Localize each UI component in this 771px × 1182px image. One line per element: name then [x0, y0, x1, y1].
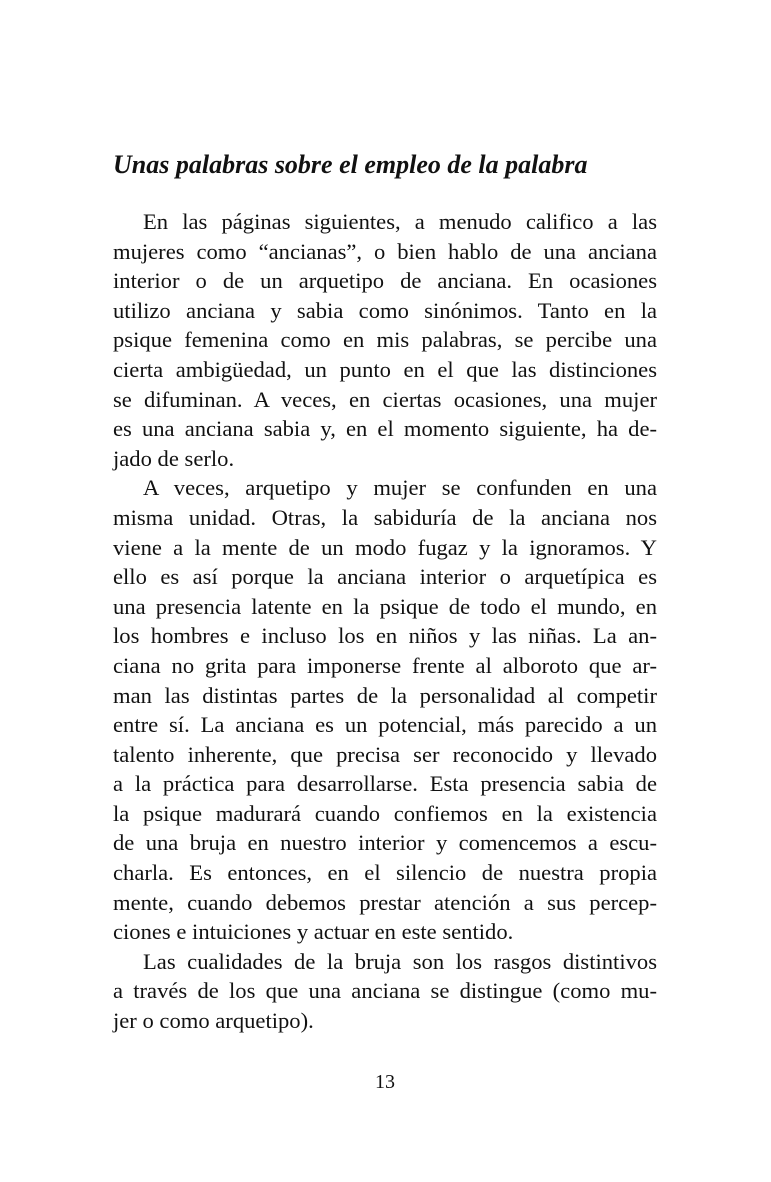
body-text — [113, 207, 657, 1036]
text-line: interior o de un arquetipo de anciana. En ocasiones — [113, 268, 657, 294]
text-line: ciones e intuiciones y actuar en este sentido. — [113, 919, 514, 945]
text-line: ciana no grita para imponerse frente al alboroto que ar- — [113, 652, 657, 678]
text-line: Las cualidades de la bruja son los rasgos distintivos — [143, 948, 657, 974]
text-line: los hombres e incluso los en niños y las niñas. La an- — [113, 623, 657, 649]
text-line: viene a la mente de un modo fugaz y la ignoramos. Y — [113, 534, 657, 560]
page-number: 13 — [375, 1071, 395, 1093]
text-line: charla. Es entonces, en el silencio de nuestra propia — [113, 860, 657, 886]
text-line: a través de los que una anciana se distingue (como mu- — [113, 978, 657, 1004]
text-line: una presencia latente en la psique de todo el mundo, en — [113, 593, 657, 619]
section-heading: Unas palabras sobre el empleo de la palabra — [113, 150, 588, 179]
text-line: a la práctica para desarrollarse. Esta presencia sabia de — [113, 771, 657, 797]
text-line: utilizo anciana y sabia como sinónimos. Tanto en la — [113, 297, 657, 323]
text-line: jer o como arquetipo). — [113, 1008, 314, 1034]
paragraph-3 — [113, 947, 657, 1036]
text-line: es una anciana sabia y, en el momento siguiente, ha de- — [113, 416, 657, 442]
text-line: mujeres como “ancianas”, o bien hablo de una anciana — [113, 238, 657, 264]
paragraph-2 — [113, 473, 657, 947]
text-line: ello es así porque la anciana interior o arquetípica es — [113, 564, 657, 590]
text-line: man las distintas partes de la personalidad al competir — [113, 682, 657, 708]
text-line: misma unidad. Otras, la sabiduría de la anciana nos — [113, 504, 657, 530]
text-line: se difuminan. A veces, en ciertas ocasiones, una mujer — [113, 386, 657, 412]
text-line: En las páginas siguientes, a menudo califico a las — [143, 209, 657, 234]
text-line: mente, cuando debemos prestar atención a sus percep- — [113, 889, 657, 915]
book-page — [113, 0, 657, 1182]
text-line: jado de serlo. — [113, 445, 235, 471]
text-line: de una bruja en nuestro interior y comencemos a escu- — [113, 830, 657, 856]
text-line: psique femenina como en mis palabras, se percibe una — [113, 327, 657, 353]
text-line: A veces, arquetipo y mujer se confunden en una — [143, 475, 657, 501]
text-line: cierta ambigüedad, un punto en el que las distinciones — [113, 356, 657, 382]
paragraph-1 — [113, 207, 657, 473]
text-line: talento inherente, que precisa ser reconocido y llevado — [113, 741, 657, 767]
text-line: entre sí. La anciana es un potencial, más parecido a un — [113, 712, 657, 738]
text-line: la psique madurará cuando confiemos en la existencia — [113, 800, 657, 826]
